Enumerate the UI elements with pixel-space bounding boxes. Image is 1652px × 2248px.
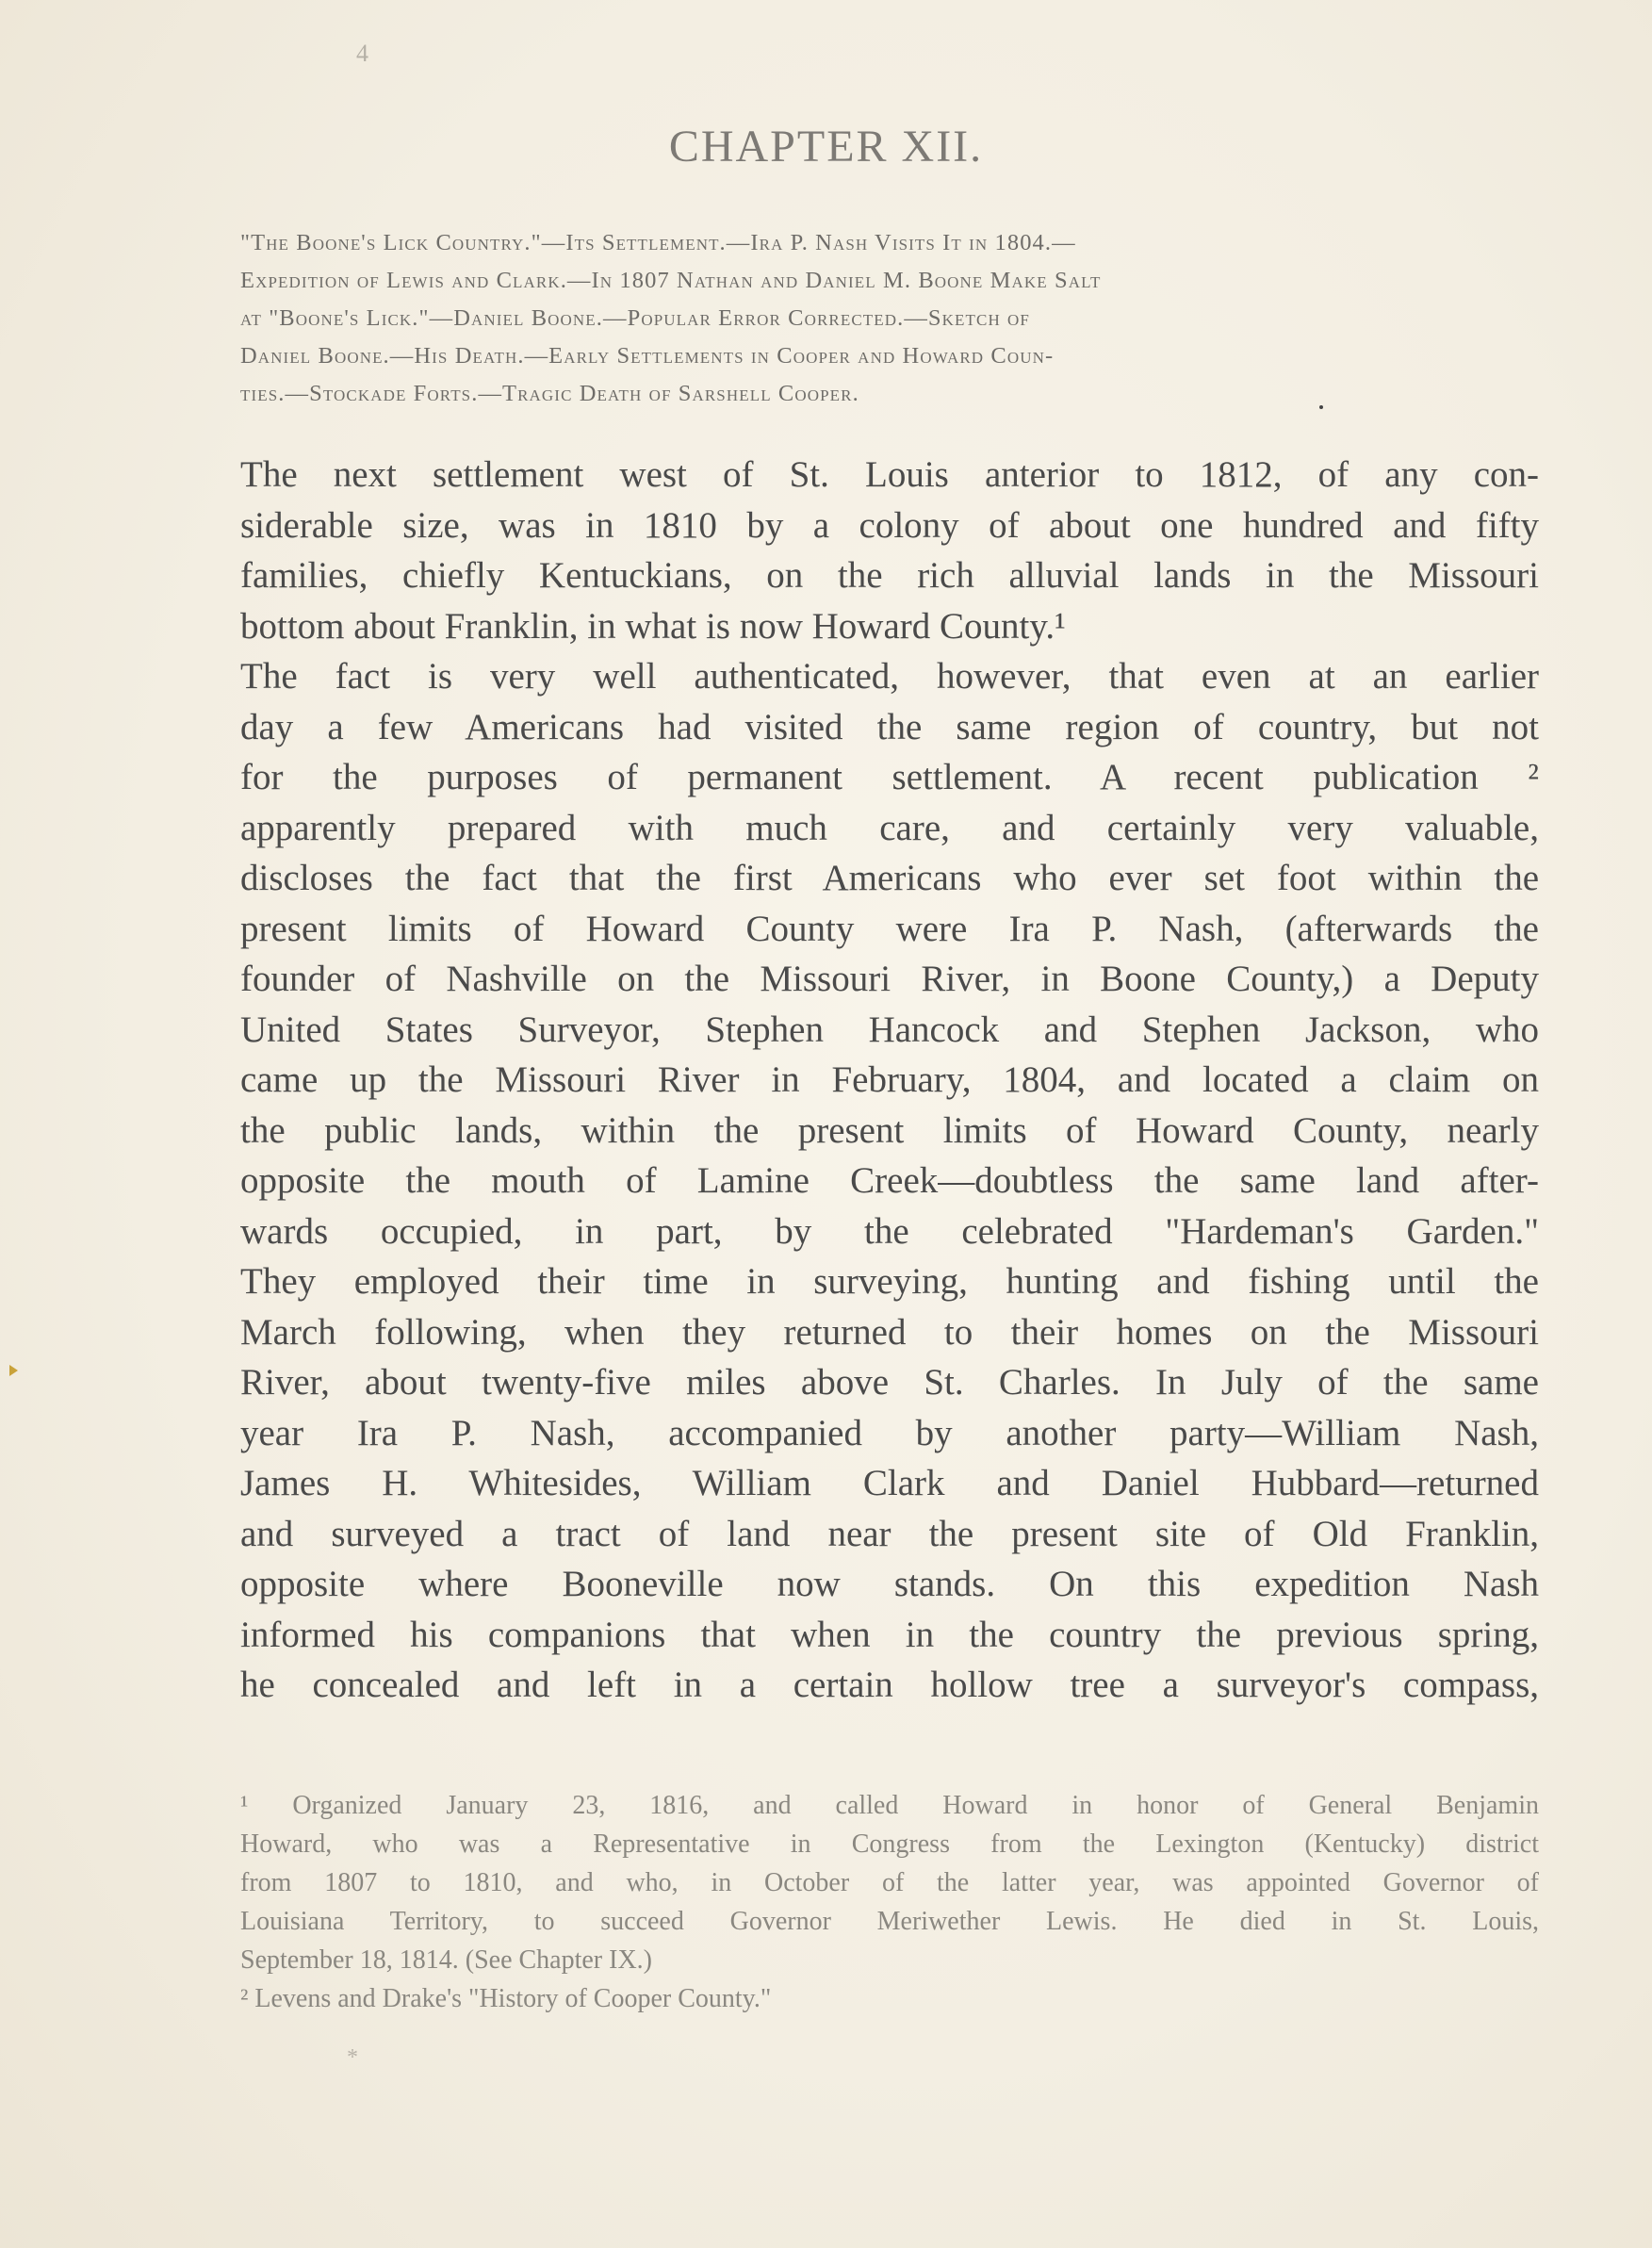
synopsis-line: ties.—Stockade Forts.—Tragic Death of Sarshell Cooper. [240, 381, 859, 406]
body-line: came up the Missouri River in February, 1804, and located a claim on [240, 1059, 1539, 1100]
body-line: They employed their time in surveying, hunting and fishing until the [240, 1261, 1539, 1302]
body-line: and surveyed a tract of land near the present site of Old Franklin, [240, 1513, 1539, 1554]
synopsis-line: "The Boone's Lick Country."—Its Settlement.—Ira P. Nash Visits It in 1804.— [240, 230, 1076, 255]
chapter-title: CHAPTER XII. [668, 122, 984, 172]
body-line: families, chiefly Kentuckians, on the rich alluvial lands in the Missouri [240, 555, 1539, 596]
body-line: bottom about Franklin, in what is now Howard County.¹ [240, 605, 1066, 647]
body-line: opposite where Booneville now stands. On this expedition Nash [240, 1564, 1539, 1604]
body-line: discloses the fact that the first Americans who ever set foot within the [240, 858, 1539, 898]
body-line: informed his companions that when in the country the previous spring, [240, 1614, 1539, 1655]
footnote-line: from 1807 to 1810, and who, in October of the latter year, was appointed Governor of [240, 1868, 1539, 1897]
body-line: the public lands, within the present limits of Howard County, nearly [240, 1109, 1539, 1151]
body-line: The fact is very well authenticated, however, that even at an earlier [240, 656, 1539, 697]
body-text [240, 450, 1539, 1711]
body-line: present limits of Howard County were Ira P. Nash, (afterwards the [240, 908, 1539, 949]
body-line: siderable size, was in 1810 by a colony of about one hundred and fifty [240, 504, 1539, 546]
margin-arrow-icon [9, 1365, 18, 1376]
body-line: he concealed and left in a certain hollow tree a surveyor's compass, [240, 1665, 1539, 1705]
footnote-line: September 18, 1814. (See Chapter IX.) [240, 1945, 652, 1975]
footnote-line: ² Levens and Drake's "History of Cooper County." [240, 1984, 772, 2013]
footnote-line: Howard, who was a Representative in Congress from the Lexington (Kentucky) district [240, 1830, 1539, 1859]
footnote-line: Louisiana Territory, to succeed Governor Meriwether Lewis. He died in St. Louis, [240, 1907, 1539, 1936]
page-bottom-mark: * [347, 2045, 358, 2070]
body-line: The next settlement west of St. Louis anterior to 1812, of any con- [240, 454, 1539, 495]
body-line: year Ira P. Nash, accompanied by another party—William Nash, [240, 1412, 1539, 1453]
synopsis-line: at "Boone's Lick."—Daniel Boone.—Popular Error Corrected.—Sketch of [240, 305, 1030, 331]
body-line: United States Surveyor, Stephen Hancock and Stephen Jackson, who [240, 1009, 1539, 1050]
stray-ink-dot [1319, 405, 1323, 409]
body-line: wards occupied, in part, by the celebrated "Hardeman's Garden." [240, 1210, 1539, 1252]
page-mark: 4 [356, 40, 368, 67]
body-line: for the purposes of permanent settlement. A recent publication ² [240, 757, 1539, 797]
footnote-line: ¹ Organized January 23, 1816, and called Howard in honor of General Benjamin [240, 1791, 1539, 1820]
body-line: River, about twenty-five miles above St. Charles. In July of the same [240, 1362, 1539, 1403]
body-line: opposite the mouth of Lamine Creek—doubtless the same land after- [240, 1160, 1539, 1201]
body-line: March following, when they returned to their homes on the Missouri [240, 1311, 1539, 1353]
body-line: founder of Nashville on the Missouri River, in Boone County,) a Deputy [240, 959, 1539, 999]
synopsis-line: Daniel Boone.—His Death.—Early Settlements in Cooper and Howard Coun- [240, 343, 1055, 369]
body-line: apparently prepared with much care, and certainly very valuable, [240, 807, 1539, 848]
body-line: day a few Americans had visited the same region of country, but not [240, 706, 1539, 747]
footnotes [240, 1786, 1539, 2018]
synopsis-line: Expedition of Lewis and Clark.—In 1807 Nathan and Daniel M. Boone Make Salt [240, 268, 1102, 293]
body-line: James H. Whitesides, William Clark and Daniel Hubbard—returned [240, 1463, 1539, 1503]
chapter-synopsis [240, 224, 1539, 413]
